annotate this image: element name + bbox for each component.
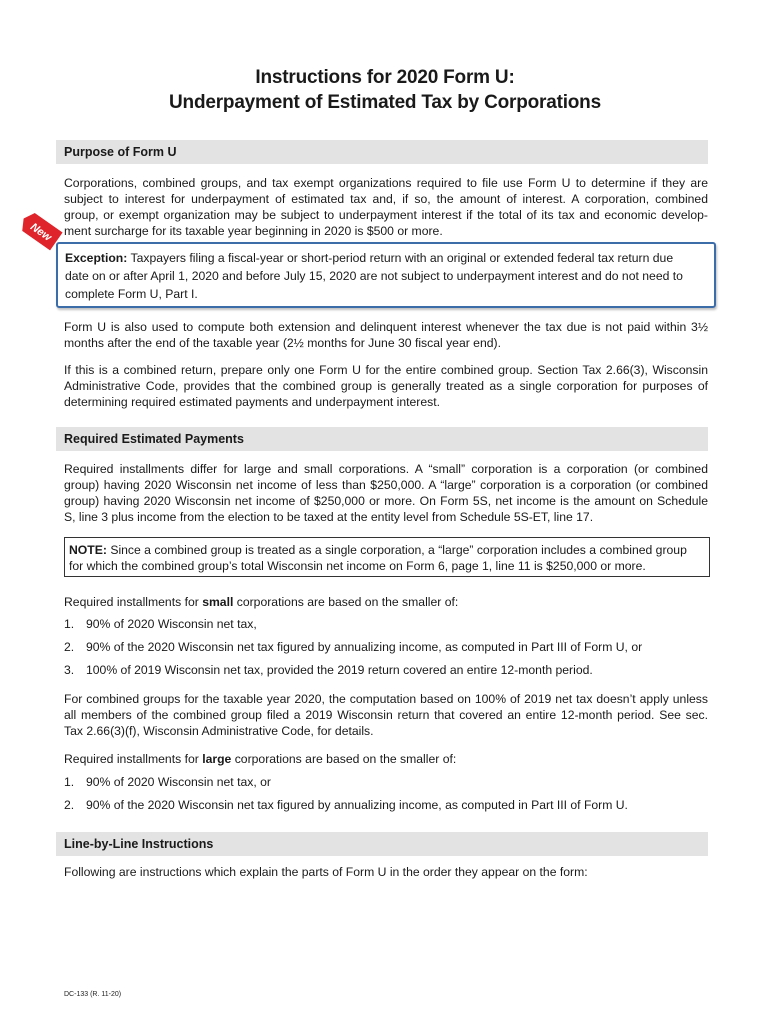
exception-label: Exception:: [65, 251, 128, 265]
list-text: 100% of 2019 Wisconsin net tax, provided the 2019 return covered an entire 12-month period.: [86, 663, 593, 677]
interest-paragraph: [64, 319, 708, 351]
exception-line: complete Form U, Part I.: [65, 287, 198, 301]
note-line: [69, 542, 705, 558]
small-intro-bold: small: [202, 595, 234, 609]
list-item: [64, 797, 708, 813]
section-heading-line-by-line: Line-by-Line Instructions: [56, 832, 708, 856]
large-intro-bold: large: [202, 752, 232, 766]
list-number: 1.: [64, 617, 75, 631]
text-line: Form U is also used to compute both extension and delinquent interest whenever the tax due is not paid within 3½: [64, 320, 708, 334]
list-item: [64, 774, 708, 790]
large-intro-post: corporations are based on the smaller of:: [231, 752, 457, 766]
exception-line: date on or after April 1, 2020 and before July 15, 2020 are not subject to underpayment interest and do not need to: [65, 269, 683, 283]
text-line: Corporations, combined groups, and tax exempt organizations required to file use Form U to determine if they are: [64, 176, 708, 190]
line-by-line-intro: Following are instructions which explain the parts of Form U in the order they appear on the form:: [64, 865, 588, 879]
list-number: 1.: [64, 775, 75, 789]
text-line: ment surcharge for its taxable year beginning in 2020 is $500 or more.: [64, 224, 443, 238]
list-item: [64, 662, 708, 678]
section-heading-required: Required Estimated Payments: [56, 427, 708, 451]
text-line: months after the end of the taxable year (2½ months for June 30 fiscal year end).: [64, 336, 501, 350]
list-number: 3.: [64, 663, 75, 677]
text-line: determining required estimated payments and underpayment interest.: [64, 395, 440, 409]
small-intro: [64, 594, 708, 610]
text-line: group) having 2020 Wisconsin net income of $250,000 or more. On Form 5S, net income is the amount on Schedule: [64, 494, 708, 508]
text-line: Administrative Code, provides that the combined group is generally treated as a single corporation for purposes of: [64, 379, 708, 393]
text-line: If this is a combined return, prepare only one Form U for the entire combined group. Section Tax 2.66(3), Wisconsin: [64, 363, 708, 377]
list-item: [64, 639, 708, 655]
text-line: group) having 2020 Wisconsin net income of less than $250,000. A “large” corporation is a corporation (or combined: [64, 478, 708, 492]
new-badge-text: New: [28, 220, 54, 244]
list-text: 90% of the 2020 Wisconsin net tax figured by annualizing income, as computed in Part III of Form U, or: [86, 640, 643, 654]
large-intro: [64, 751, 708, 767]
note-text: Since a combined group is treated as a single corporation, a “large” corporation includes a combined group: [110, 543, 687, 557]
text-line: Tax 2.66(3)(f), Wisconsin Administrative Code, for details.: [64, 724, 374, 738]
small-intro-pre: Required installments for: [64, 595, 203, 609]
exception-line: [65, 250, 707, 266]
list-text: 90% of the 2020 Wisconsin net tax figured by annualizing income, as computed in Part III of Form U.: [86, 798, 628, 812]
purpose-paragraph: [64, 175, 708, 239]
list-text: 90% of 2020 Wisconsin net tax, or: [86, 775, 271, 789]
text-line: group, or exempt organization may be subject to underpayment interest if the total of its tax and economic develop-: [64, 208, 708, 222]
text-line: subject to interest for underpayment of estimated tax and, if so, the amount of interest. A corporation, combined: [64, 192, 708, 206]
note-label: NOTE:: [69, 543, 107, 557]
list-number: 2.: [64, 640, 75, 654]
combined-return-paragraph: [64, 362, 708, 410]
large-intro-pre: Required installments for: [64, 752, 203, 766]
section-heading-purpose: Purpose of Form U: [56, 140, 708, 164]
installments-paragraph: [64, 461, 708, 525]
combined-groups-paragraph: [64, 691, 708, 739]
text-line: For combined groups for the taxable year 2020, the computation based on 100% of 2019 net tax doesn’t apply unless: [64, 692, 708, 706]
note-callout: [64, 537, 710, 577]
exception-text: Taxpayers filing a fiscal-year or short-period return with an original or extended federal tax return due: [130, 251, 674, 265]
form-code: DC-133 (R. 11-20): [64, 991, 122, 998]
text-line: S, line 3 plus income from the election to be taxed at the entity level from Schedule 5S-ET, line 17.: [64, 510, 594, 524]
page-subtitle: Underpayment of Estimated Tax by Corporations: [169, 92, 601, 113]
note-line: for which the combined group’s total Wisconsin net income on Form 6, page 1, line 11 is $250,000 or more.: [69, 559, 646, 573]
list-item: [64, 616, 708, 632]
text-line: Required installments differ for large and small corporations. A “small” corporation is a corporation (or combined: [64, 462, 708, 476]
page-title: Instructions for 2020 Form U:: [255, 67, 515, 88]
text-line: all members of the combined group filed a 2019 Wisconsin return that covered an entire 12-month period. See sec.: [64, 708, 708, 722]
list-number: 2.: [64, 798, 75, 812]
small-intro-post: corporations are based on the smaller of:: [233, 595, 459, 609]
list-text: 90% of 2020 Wisconsin net tax,: [86, 617, 257, 631]
exception-callout: [56, 242, 716, 308]
